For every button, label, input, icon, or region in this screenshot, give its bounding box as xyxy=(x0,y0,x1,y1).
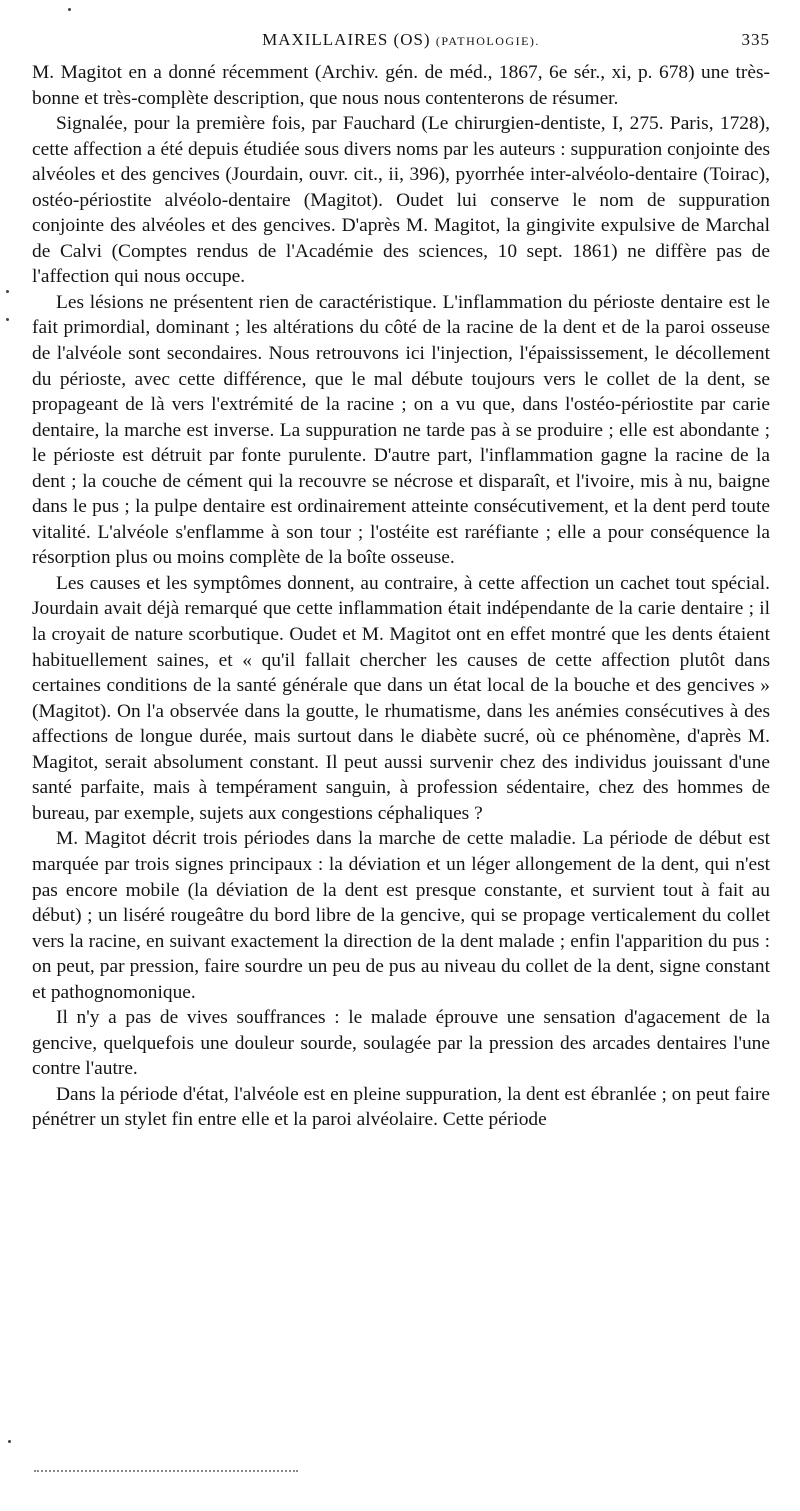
paragraph-periods: M. Magitot décrit trois périodes dans la marche de cette maladie. La période de début est marquée par trois signes principaux : la déviation et un léger allongement de la dent, qui n'est pas encore mobile (la déviation de la dent est presque constante, et survient tout à fait au début) ; un liséré rougeâtre du bord libre de la gencive, qui se propage verticalement du collet vers la racine, en suivant exactement la direction de la dent malade ; enfin l'apparition du pus : on peut, par pression, faire sourdre un peu de pus au niveau du collet de la dent, signe constant et pathognomonique. xyxy=(32,828,770,1003)
paragraph-magitot-description: M. Magitot en a donné récemment (Archiv. gén. de méd., 1867, 6e sér., xi, p. 678) une très-bonne et très-complète description, que nous nous contenterons de résumer. xyxy=(32,62,770,109)
running-title-main: MAXILLAIRES (OS) xyxy=(262,30,431,49)
paragraph-lesions: Les lésions ne présentent rien de caractéristique. L'inflammation du périoste dentaire est le fait primordial, dominant ; les altérations du côté de la racine de la dent et de la paroi osseuse de l'alvéole sont secondaires. Nous retrouvons ici l'injection, l'épaississement, le décollement du périoste, avec cette différence, que le mal débute toujours vers le collet de la dent, se propageant de là vers l'extrémité de la racine ; on a vu que, dans l'ostéo-périostite par carie dentaire, la marche est inverse. La suppuration ne tarde pas à se produire ; elle est abondante ; le périoste est détruit par fonte purulente. D'autre part, l'inflammation gagne la racine de la dent ; la couche de cément qui la recouvre se nécrose et disparaît, et l'ivoire, mis à nu, baigne dans le pus ; la pulpe dentaire est ordinairement atteinte consécutivement, et la dent perd toute vitalité. L'alvéole s'enflamme à son tour ; l'ostéite est raréfiante ; elle a pour conséquence la résorption plus ou moins complète de la boîte osseuse. xyxy=(32,291,770,569)
print-speck xyxy=(6,290,9,293)
print-speck xyxy=(8,1440,11,1443)
paragraph-pain: Il n'y a pas de vives souffrances : le malade éprouve une sensation d'agacement de la gencive, quelquefois une douleur sourde, soulagée par la pression des arcades dentaires l'une contre l'autre. xyxy=(32,1007,770,1080)
running-header xyxy=(32,30,770,60)
paragraph-history: Signalée, pour la première fois, par Fauchard (Le chirurgien-dentiste, I, 275. Paris, 1728), cette affection a été depuis étudiée sous divers noms par les auteurs : suppuration conjointe des alvéoles et des gencives (Jourdain, ouvr. cit., ii, 396), pyorrhée inter-alvéolo-dentaire (Toirac), ostéo-périostite alvéolo-dentaire (Magitot). Oudet lui conserve le nom de suppuration conjointe des alvéoles et des gencives. D'après M. Magitot, la gingivite expulsive de Marchal de Calvi (Comptes rendus de l'Académie des sciences, 10 sept. 1861) ne diffère pas de l'affection qui nous occupe. xyxy=(32,113,770,288)
running-title-subject: (PATHOLOGIE). xyxy=(435,34,540,48)
paragraph-state-period: Dans la période d'état, l'alvéole est en pleine suppuration, la dent est ébranlée ; on peut faire pénétrer un stylet fin entre elle et la paroi alvéolaire. Cette période xyxy=(32,1083,770,1131)
print-speck xyxy=(68,8,71,11)
paragraph-causes-symptoms: Les causes et les symptômes donnent, au contraire, à cette affection un cachet tout spécial. Jourdain avait déjà remarqué que cette inflammation était indépendante de la carie dentaire ; il la croyait de nature scorbutique. Oudet et M. Magitot ont en effet montré que les dents étaient habituellement saines, et « qu'il fallait chercher les causes de cette affection plutôt dans certaines conditions de la santé générale que dans un état local de la bouche et des gencives » (Magitot). On l'a observée dans la goutte, le rhumatisme, dans les anémies consécutives à des affections de longue durée, mais surtout dans le diabète sucré, où ce phénomène, d'après M. Magitot, serait absolument constant. Il peut aussi survenir chez des individus jouissant d'une santé parfaite, mais à tempérament sanguin, à profession sédentaire, chez des hommes de bureau, par exemple, sujets aux congestions céphaliques ? xyxy=(32,572,770,824)
page-number: 335 xyxy=(741,30,770,49)
body-text xyxy=(32,60,770,1133)
footer-dotted-rule xyxy=(34,1470,298,1472)
document-page xyxy=(32,30,770,1133)
running-title xyxy=(32,30,770,50)
print-speck xyxy=(6,318,9,321)
